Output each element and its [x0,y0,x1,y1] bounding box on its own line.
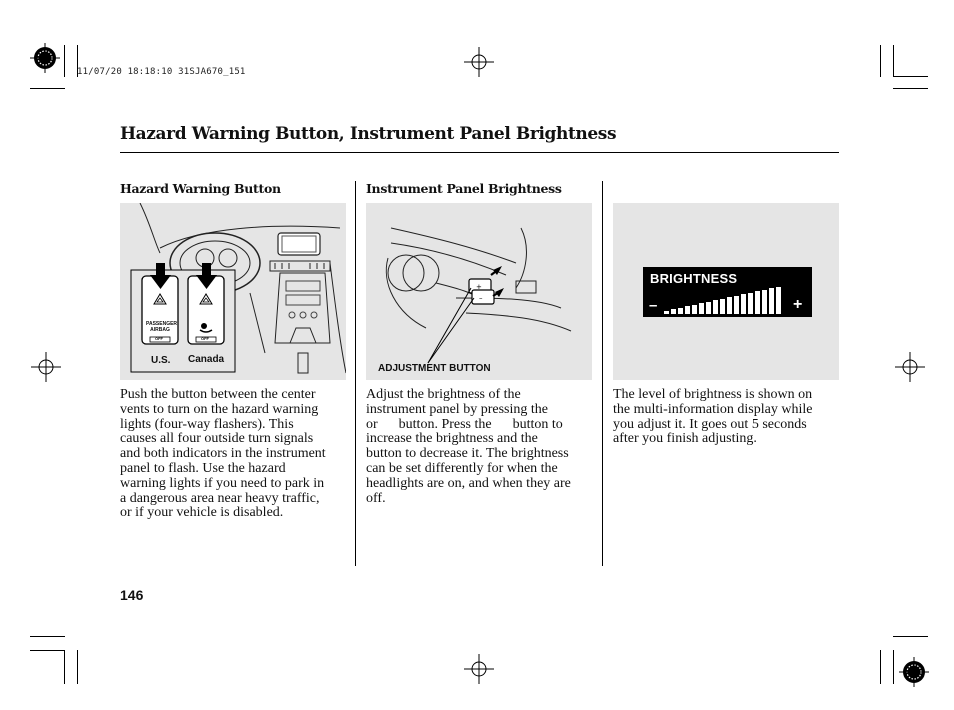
svg-text:+: + [476,283,482,291]
adjustment-button-label: ADJUSTMENT BUTTON [378,363,491,374]
passenger-airbag-label: PASSENGER AIRBAG [146,321,178,333]
crosshair-mark-top-center [464,47,494,77]
dashboard-illustration [120,203,346,380]
page-number: 146 [120,587,144,603]
brightness-plus-symbol: + [793,296,803,313]
hazard-figure [120,203,346,380]
svg-text:–: – [479,294,483,302]
canada-label: Canada [188,354,225,365]
brightness-figure [366,203,592,380]
brightness-minus-symbol: – [649,297,658,314]
hazard-body-text: Push the button between the center vents to turn on the hazard warning lights (four-way flashers). This causes all four outside turn signals and both indicators in the instrument panel to flash. Use the hazard warning lights if you need to park in a dangerous area near heavy traffic, or if your vehicle is disabled. [120,387,326,521]
brightness-body-text: Adjust the brightness of the instrument panel by pressing the or button. Press the button to increase the brightness and the button to decrease it. The brightness can be set differently for when the headlights are on, and when they are off. [366,387,571,506]
brightness-display-figure [613,203,839,380]
crosshair-mark-middle-left [31,352,61,382]
crosshair-mark-bottom-center [464,654,494,684]
hazard-section-heading: Hazard Warning Button [120,181,281,196]
brightness-level-bars [662,285,792,315]
page-title: Hazard Warning Button, Instrument Panel Brightness [120,124,617,144]
crosshair-mark-middle-right [895,352,925,382]
us-label: U.S. [151,355,171,366]
title-divider [120,152,839,153]
column-divider-2 [602,181,603,566]
off-label-us: OFF [155,336,163,341]
crosshair-mark-top-left [30,43,60,73]
brightness-display-label: BRIGHTNESS [650,271,738,286]
brightness-section-heading: Instrument Panel Brightness [366,181,562,196]
crosshair-mark-bottom-right [899,657,929,687]
print-stamp: 11/07/20 18:18:10 31SJA670_151 [77,67,246,77]
display-body-text: The level of brightness is shown on the multi-information display while you adjust it. It goes out 5 seconds after you finish adjusting. [613,387,813,447]
off-label-canada: OFF [201,336,209,341]
instrument-cluster-illustration [366,203,592,380]
column-divider-1 [355,181,356,566]
